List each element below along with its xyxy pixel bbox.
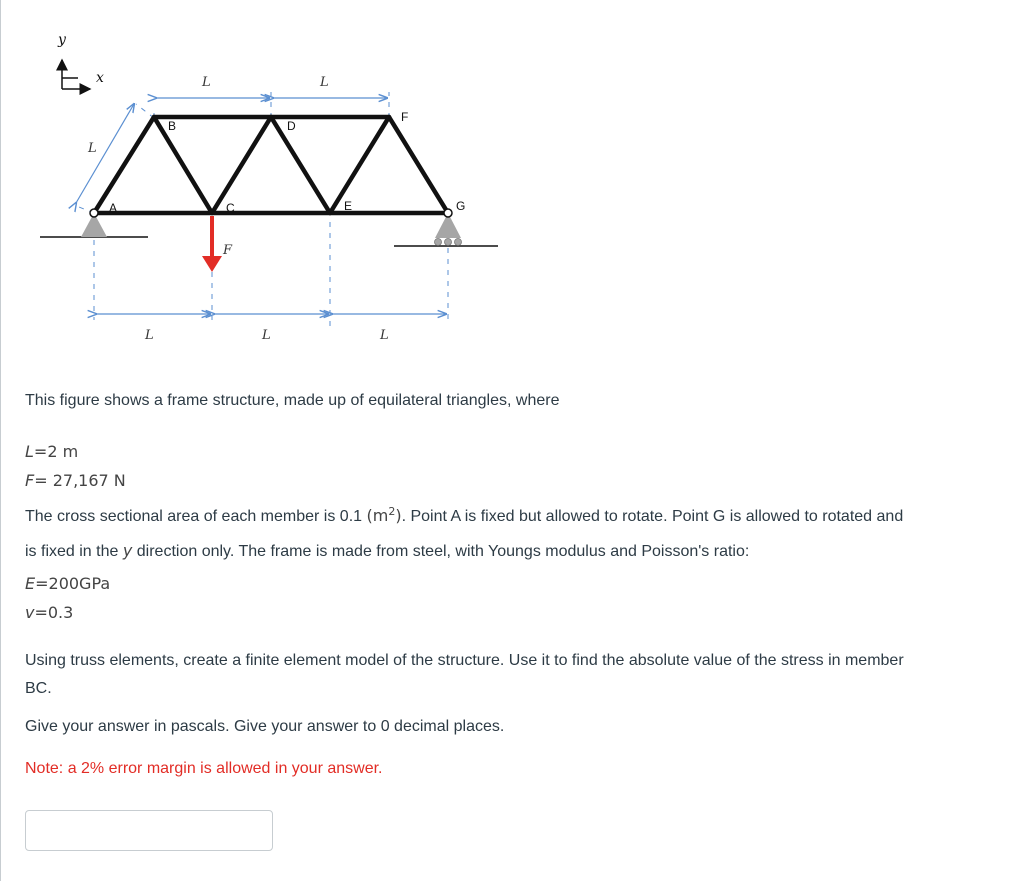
member-ab: [94, 117, 154, 213]
member-de: [271, 117, 330, 213]
node-label-f: F: [401, 110, 409, 124]
truss-members: [94, 117, 448, 213]
task-line-1: Using truss elements, create a finite element model of the structure. Use it to find the absolute value of the stress in member: [25, 652, 904, 669]
line2-suffix: direction only. The frame is made from steel, with Youngs modulus and Poisson's ratio:: [136, 543, 750, 560]
axes-icon: [62, 60, 90, 89]
nu-value: 0.3: [47, 603, 74, 622]
member-ef: [330, 117, 389, 213]
joint-g: [444, 209, 452, 217]
force-label: F: [223, 243, 233, 258]
joint-a: [90, 209, 98, 217]
node-label-c: C: [226, 201, 235, 215]
area-prefix: The cross sectional area of each member is 0.1: [25, 508, 363, 525]
l-equation: [25, 442, 78, 462]
dim-bottom-label-3: L: [380, 328, 389, 343]
axis-x-label: x: [96, 70, 104, 86]
area-unit: $(m^2)$: [366, 505, 402, 525]
node-label-a: A: [109, 201, 118, 215]
f-value: 27,167 N: [52, 471, 126, 490]
task-line-2: BC.: [25, 680, 52, 697]
dimension-diagonal: [76, 104, 134, 203]
f-equation: [25, 471, 126, 491]
e-symbol: E: [25, 574, 36, 593]
line2-prefix: is fixed in the: [25, 543, 119, 560]
nu-equation: [25, 603, 73, 623]
node-label-d: D: [287, 119, 296, 133]
dim-top-label-1: L: [202, 75, 211, 90]
axis-y-label: y: [58, 32, 66, 48]
question-intro: This figure shows a frame structure, made up of equilateral triangles, where: [25, 392, 560, 409]
l-eq: =: [33, 442, 48, 461]
dim-diag-label: L: [88, 141, 97, 156]
dim-bottom-label-2: L: [262, 328, 271, 343]
roller-support-g: [435, 213, 462, 246]
force-arrow-icon: [202, 216, 222, 272]
e-equation: [25, 574, 110, 594]
member-fg: [389, 117, 448, 213]
dim-top-label-2: L: [320, 75, 329, 90]
e-value: 200GPa: [48, 574, 111, 593]
area-line: [25, 506, 903, 527]
l-symbol: L: [25, 442, 34, 461]
member-bc: [154, 117, 212, 213]
dim-bottom-label-1: L: [145, 328, 154, 343]
truss-figure: [0, 0, 520, 350]
e-eq: =: [35, 574, 49, 593]
member-cd: [212, 117, 271, 213]
direction-line: [25, 541, 749, 562]
f-symbol: F: [25, 471, 35, 490]
node-label-g: G: [456, 199, 466, 213]
nu-symbol: v: [25, 603, 35, 622]
error-margin-note: Note: a 2% error margin is allowed in your answer.: [25, 760, 383, 777]
node-label-b: B: [168, 119, 177, 133]
area-suffix: . Point A is fixed but allowed to rotate. Point G is allowed to rotated and: [401, 508, 904, 525]
nu-eq: =: [34, 603, 48, 622]
line2-sym: y: [122, 541, 133, 560]
f-eq: =: [34, 471, 48, 490]
l-value: 2 m: [47, 442, 79, 461]
node-label-e: E: [344, 199, 353, 213]
format-instruction: Give your answer in pascals. Give your answer to 0 decimal places.: [25, 718, 505, 735]
answer-input[interactable]: [25, 810, 273, 851]
